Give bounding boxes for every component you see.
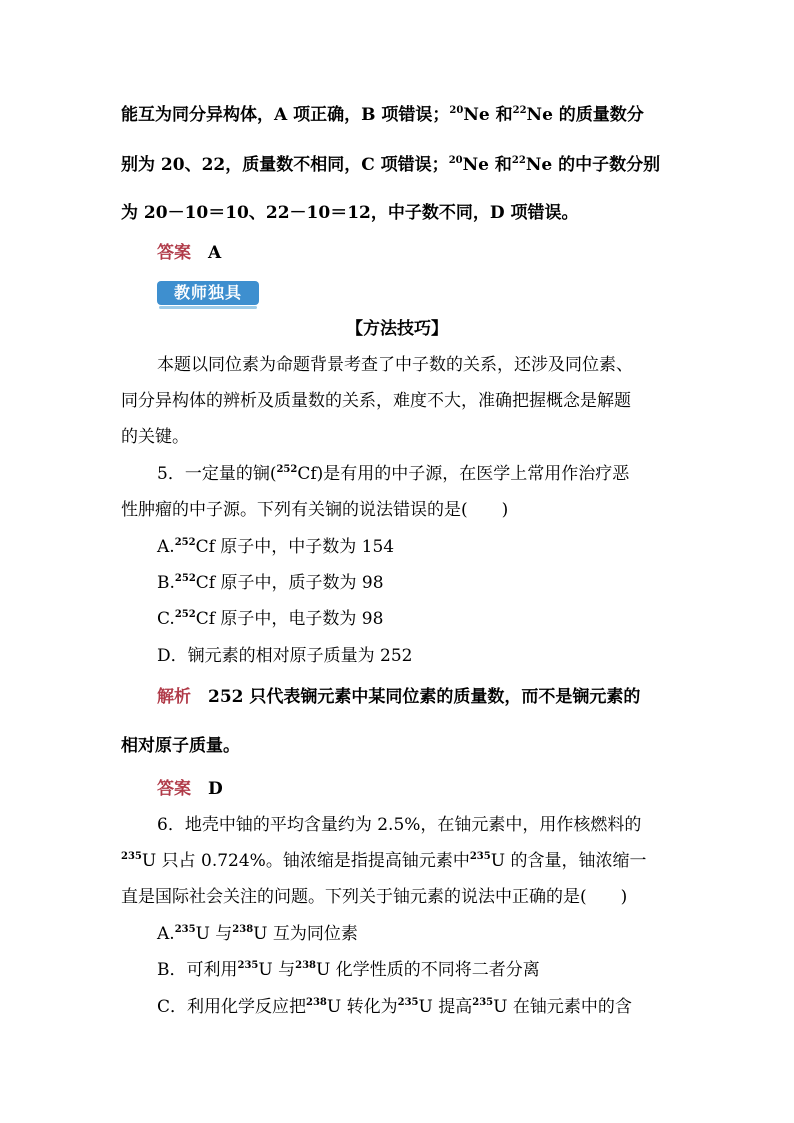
teacher-badge: 教师独具 [157, 281, 259, 305]
method-line-1: 本题以同位素为命题背景考查了中子数的关系，还涉及同位素、 [157, 355, 633, 375]
prev-explanation-line-3: 为 20－10＝10、22－10＝12，中子数不同，D 项错误。 [121, 203, 579, 223]
q5-stem-line-1: 5．一定量的锎($^{252}$Cf)是有用的中子源，在医学上常用作治疗恶 [157, 464, 630, 484]
answer-label: 答案 [157, 243, 191, 263]
analysis-label: 解析 [157, 687, 191, 707]
analysis-5-line-1: 解析 252 只代表锎元素中某同位素的质量数，而不是锎元素的 [157, 687, 641, 707]
method-line-3: 的关键。 [121, 427, 189, 447]
prev-explanation-line-2: 别为 20、22，质量数不相同，C 项错误；$^{20}$Ne 和$^{22}$Ne 的中子数分别 [121, 155, 661, 175]
q6-option-b: B．可利用$^{235}$U 与$^{238}$U 化学性质的不同将二者分离 [157, 960, 540, 980]
q6-stem-line-3: 直是国际社会关注的问题。下列关于铀元素的说法中正确的是( ) [121, 887, 628, 907]
answer-4: 答案 A [157, 243, 222, 263]
q5-option-d: D．锎元素的相对原子质量为 252 [157, 646, 413, 666]
answer-5: 答案 D [157, 779, 223, 799]
q6-option-c: C．利用化学反应把$^{238}$U 转化为$^{235}$U 提高$^{235}$U 在铀元素中的含 [157, 997, 632, 1017]
method-title: 【方法技巧】 [346, 319, 448, 339]
prev-explanation-line-1: 能互为同分异构体，A 项正确，B 项错误；$^{20}$Ne 和$^{22}$Ne 的质量数分 [121, 105, 644, 125]
method-line-2: 同分异构体的辨析及质量数的关系，难度不大，准确把握概念是解题 [121, 391, 631, 411]
q5-option-b: B.$^{252}$Cf 原子中，质子数为 98 [157, 573, 384, 593]
q5-stem-line-2: 性肿瘤的中子源。下列有关锎的说法错误的是( ) [121, 500, 509, 520]
q6-option-a: A.$^{235}$U 与$^{238}$U 互为同位素 [157, 924, 358, 944]
analysis-5-line-2: 相对原子质量。 [121, 736, 240, 756]
q6-stem-line-2: $^{235}$U 只占 0.724%。铀浓缩是指提高铀元素中$^{235}$U 的含量，铀浓缩一 [121, 851, 647, 871]
q5-option-c: C.$^{252}$Cf 原子中，电子数为 98 [157, 609, 384, 629]
q5-option-a: A.$^{252}$Cf 原子中，中子数为 154 [157, 537, 395, 557]
q6-stem-line-1: 6．地壳中铀的平均含量约为 2.5%，在铀元素中，用作核燃料的 [157, 815, 642, 835]
